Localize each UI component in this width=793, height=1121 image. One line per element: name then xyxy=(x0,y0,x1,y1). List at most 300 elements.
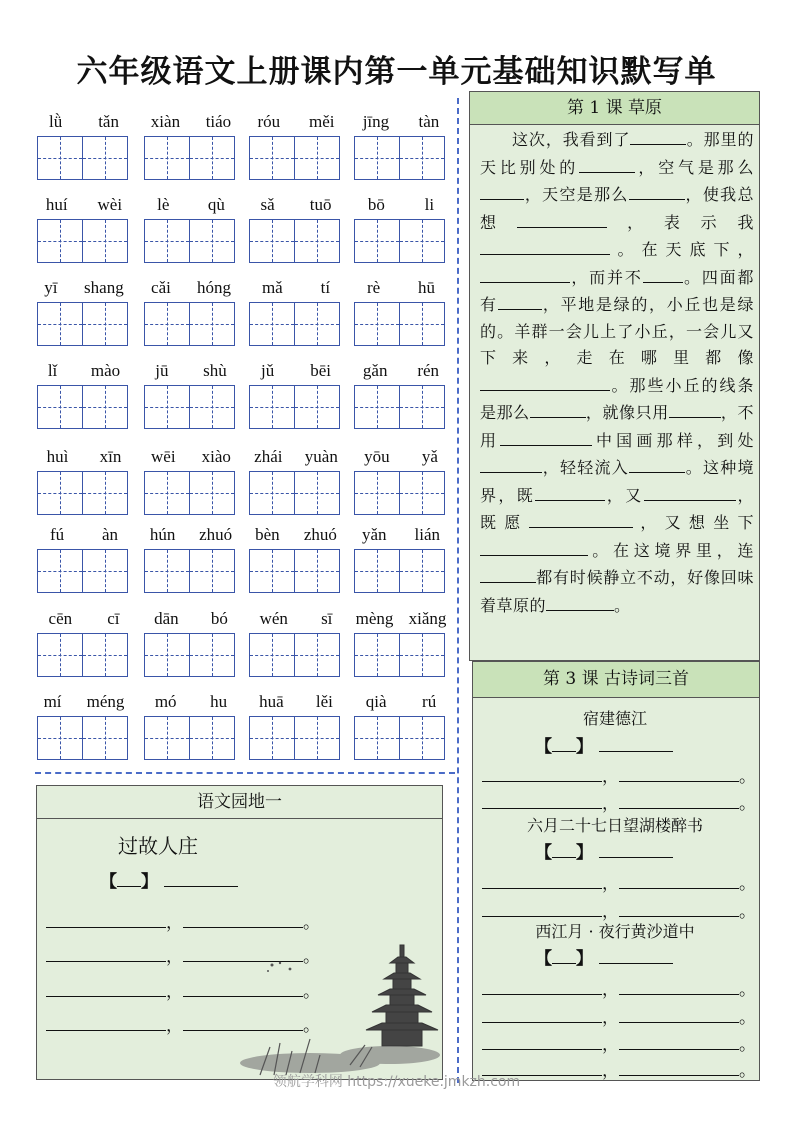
tianzige-cell[interactable] xyxy=(354,385,400,429)
writing-grid[interactable] xyxy=(249,716,341,760)
lesson1-fill-text xyxy=(480,126,754,619)
tianzige-cell[interactable] xyxy=(354,633,400,677)
fill-blank[interactable] xyxy=(500,427,592,446)
writing-grid[interactable] xyxy=(144,219,236,263)
tianzige-cell[interactable] xyxy=(400,549,445,593)
tianzige-cell[interactable] xyxy=(295,549,340,593)
tianzige-cell[interactable] xyxy=(400,219,445,263)
pinyin-item xyxy=(37,525,131,595)
fill-blank[interactable] xyxy=(579,154,635,173)
author-blank[interactable] xyxy=(599,947,673,964)
bracket-open: 【 xyxy=(535,737,552,757)
verse-blank[interactable] xyxy=(482,872,602,889)
tianzige-cell[interactable] xyxy=(400,716,445,760)
pinyin-label xyxy=(138,525,244,547)
fill-blank[interactable] xyxy=(480,454,542,473)
writing-grid[interactable] xyxy=(144,302,236,346)
bracket-open: 【 xyxy=(535,949,552,969)
fill-blank[interactable] xyxy=(643,264,683,283)
pinyin-item xyxy=(144,278,238,348)
pinyin-syllable: zhái xyxy=(254,447,283,466)
pinyin-item xyxy=(37,278,131,348)
tianzige-cell[interactable] xyxy=(83,385,128,429)
bracket-close: 】 xyxy=(576,843,593,863)
poem-line-row xyxy=(482,762,756,787)
pinyin-syllable: bó xyxy=(210,609,228,628)
verse-blank[interactable] xyxy=(183,911,303,928)
writing-grid[interactable] xyxy=(37,471,129,515)
poem-title: 六月二十七日望湖楼醉书 xyxy=(526,816,703,835)
writing-grid[interactable] xyxy=(37,549,129,593)
verse-blank[interactable] xyxy=(482,792,602,809)
lesson1-text-segment: ，不用 xyxy=(480,403,754,450)
comma: ， xyxy=(602,1008,619,1028)
tianzige-cell[interactable] xyxy=(37,219,83,263)
tianzige-cell[interactable] xyxy=(83,471,128,515)
pinyin-syllable: tiáo xyxy=(205,112,232,131)
comma: ， xyxy=(602,980,619,1000)
author-dynasty-line xyxy=(535,732,673,757)
writing-grid[interactable] xyxy=(249,471,341,515)
pinyin-label xyxy=(348,278,454,300)
pinyin-syllable: bō xyxy=(367,195,385,214)
pinyin-syllable: yǎn xyxy=(361,525,387,544)
pinyin-label xyxy=(31,195,137,217)
pinyin-syllable: qià xyxy=(365,692,387,711)
lesson1-text-segment: ，又想坐下 xyxy=(632,513,754,532)
pinyin-item xyxy=(249,447,343,517)
tianzige-cell[interactable] xyxy=(37,471,83,515)
tianzige-cell[interactable] xyxy=(144,219,190,263)
verse-blank[interactable] xyxy=(46,911,166,928)
lesson1-text-segment: 。那里的天比别处的 xyxy=(480,130,754,177)
writing-grid[interactable] xyxy=(354,633,446,677)
writing-grid[interactable] xyxy=(37,219,129,263)
comma: ， xyxy=(602,902,619,922)
period: 。 xyxy=(739,1061,756,1081)
tianzige-cell[interactable] xyxy=(400,471,445,515)
pinyin-syllable: méng xyxy=(86,692,125,711)
author-dynasty-line xyxy=(535,944,673,969)
tianzige-cell[interactable] xyxy=(83,219,128,263)
pinyin-label xyxy=(348,195,454,217)
comma: ， xyxy=(602,794,619,814)
pinyin-label xyxy=(348,692,454,714)
pinyin-syllable: yuàn xyxy=(304,447,338,466)
tianzige-cell[interactable] xyxy=(37,633,83,677)
pinyin-label xyxy=(243,447,349,469)
pinyin-syllable: li xyxy=(424,195,435,214)
writing-grid[interactable] xyxy=(249,549,341,593)
writing-grid[interactable] xyxy=(144,549,236,593)
writing-grid[interactable] xyxy=(354,549,446,593)
fill-blank[interactable] xyxy=(629,454,685,473)
writing-grid[interactable] xyxy=(249,219,341,263)
poem-title: 西江月 · 夜行黄沙道中 xyxy=(535,922,695,941)
verse-blank[interactable] xyxy=(619,792,739,809)
tianzige-cell[interactable] xyxy=(83,136,128,180)
pinyin-syllable: tuō xyxy=(309,195,332,214)
pinyin-item xyxy=(37,447,131,517)
tianzige-cell[interactable] xyxy=(83,302,128,346)
author-dynasty-line xyxy=(100,867,238,892)
verse-blank[interactable] xyxy=(482,900,602,917)
tianzige-cell[interactable] xyxy=(83,633,128,677)
tianzige-cell[interactable] xyxy=(37,136,83,180)
tianzige-cell[interactable] xyxy=(295,302,340,346)
pinyin-label xyxy=(243,692,349,714)
tianzige-cell[interactable] xyxy=(249,716,295,760)
pinyin-syllable: mó xyxy=(154,692,177,711)
pinyin-label xyxy=(31,692,137,714)
pinyin-syllable: xīn xyxy=(99,447,122,466)
pinyin-syllable: zhuó xyxy=(303,525,337,544)
footer-watermark: 领航学科网 https://xueke.jmkzh.com xyxy=(272,1074,521,1090)
lesson1-text-segment: 。 xyxy=(614,595,631,615)
pinyin-syllable: huì xyxy=(46,447,69,466)
tianzige-cell[interactable] xyxy=(295,471,340,515)
pinyin-label xyxy=(138,361,244,383)
comma: ， xyxy=(602,1061,619,1081)
pinyin-syllable: rú xyxy=(422,692,437,711)
tianzige-cell[interactable] xyxy=(354,302,400,346)
fill-blank[interactable] xyxy=(480,564,536,583)
verse-blank[interactable] xyxy=(619,900,739,917)
pinyin-item xyxy=(37,361,131,431)
writing-grid[interactable] xyxy=(354,136,446,180)
pinyin-item xyxy=(354,447,448,517)
writing-grid[interactable] xyxy=(354,302,446,346)
tianzige-cell[interactable] xyxy=(83,716,128,760)
pinyin-syllable: mǎ xyxy=(261,278,283,297)
writing-grid[interactable] xyxy=(249,302,341,346)
verse-blank[interactable] xyxy=(619,1033,739,1050)
pinyin-syllable: hu xyxy=(210,692,228,711)
tianzige-cell[interactable] xyxy=(190,549,235,593)
lesson1-text-segment: 都有时候静立不动，好像回味着草原的 xyxy=(480,568,754,615)
comma: ， xyxy=(602,874,619,894)
tianzige-cell[interactable] xyxy=(190,385,235,429)
writing-grid[interactable] xyxy=(144,633,236,677)
writing-grid[interactable] xyxy=(144,136,236,180)
pinyin-label xyxy=(31,525,137,547)
tianzige-cell[interactable] xyxy=(354,471,400,515)
page-title: 六年级语文上册课内第一单元基础知识默写单 xyxy=(76,54,717,90)
lesson1-text-segment: ，使我总想 xyxy=(480,185,754,232)
pinyin-item xyxy=(354,361,448,431)
fill-blank[interactable] xyxy=(630,126,686,145)
period: 。 xyxy=(739,1035,756,1055)
pinyin-syllable: xiǎng xyxy=(408,609,447,628)
verse-blank[interactable] xyxy=(482,1006,602,1023)
pinyin-syllable: lǜ xyxy=(48,112,63,131)
fill-blank[interactable] xyxy=(535,482,605,501)
dynasty-blank[interactable] xyxy=(552,947,576,964)
tianzige-cell[interactable] xyxy=(400,385,445,429)
pinyin-syllable: shù xyxy=(203,361,227,380)
pinyin-syllable: jū xyxy=(155,361,169,380)
pinyin-label xyxy=(31,278,137,300)
writing-grid[interactable] xyxy=(354,471,446,515)
pinyin-item xyxy=(354,692,448,762)
fill-blank[interactable] xyxy=(480,236,610,255)
pinyin-syllable: dān xyxy=(154,609,179,628)
verse-blank[interactable] xyxy=(482,765,602,782)
verse-blank[interactable] xyxy=(46,945,166,962)
lesson1-text-segment: ，既愿 xyxy=(480,485,754,532)
tianzige-cell[interactable] xyxy=(400,136,445,180)
tianzige-cell[interactable] xyxy=(190,219,235,263)
poem-title: 宿建德江 xyxy=(582,709,647,728)
tianzige-cell[interactable] xyxy=(37,302,83,346)
comma: ， xyxy=(602,1035,619,1055)
vertical-divider xyxy=(457,98,459,1083)
pinyin-syllable: xiào xyxy=(201,447,231,466)
fill-blank[interactable] xyxy=(529,509,633,528)
writing-grid[interactable] xyxy=(144,385,236,429)
pinyin-label xyxy=(31,361,137,383)
pinyin-syllable: cī xyxy=(107,609,120,628)
lesson1-text-segment: 。在这境界里，连 xyxy=(588,540,754,560)
bracket-open: 【 xyxy=(535,843,552,863)
lesson1-text-segment: ，就像只用 xyxy=(585,403,669,422)
verse-blank[interactable] xyxy=(619,872,739,889)
fill-blank[interactable] xyxy=(480,264,570,283)
pinyin-syllable: lián xyxy=(414,525,440,544)
fill-blank[interactable] xyxy=(546,592,614,611)
tianzige-cell[interactable] xyxy=(37,385,83,429)
pinyin-item xyxy=(249,609,343,679)
tianzige-cell[interactable] xyxy=(190,633,235,677)
pinyin-item xyxy=(144,525,238,595)
garden-heading: 语文园地一 xyxy=(37,786,442,819)
tianzige-cell[interactable] xyxy=(144,302,190,346)
pinyin-item xyxy=(144,112,238,182)
tianzige-cell[interactable] xyxy=(400,302,445,346)
verse-blank[interactable] xyxy=(619,765,739,782)
writing-grid[interactable] xyxy=(249,633,341,677)
verse-blank[interactable] xyxy=(46,1014,166,1031)
tianzige-cell[interactable] xyxy=(249,633,295,677)
comma: ， xyxy=(166,947,183,967)
tianzige-cell[interactable] xyxy=(144,633,190,677)
tianzige-cell[interactable] xyxy=(295,219,340,263)
poem-line-row xyxy=(482,1030,756,1055)
pinyin-syllable: fú xyxy=(49,525,65,544)
author-blank[interactable] xyxy=(599,735,673,752)
poem-line-row xyxy=(482,869,756,894)
lesson1-text-segment: 。在天底下， xyxy=(610,240,754,259)
pinyin-syllable: zhuó xyxy=(199,525,233,544)
tianzige-cell[interactable] xyxy=(249,471,295,515)
period: 。 xyxy=(303,947,320,967)
tianzige-cell[interactable] xyxy=(249,136,295,180)
tianzige-cell[interactable] xyxy=(144,471,190,515)
fill-blank[interactable] xyxy=(644,482,736,501)
tianzige-cell[interactable] xyxy=(144,385,190,429)
writing-grid[interactable] xyxy=(37,385,129,429)
pinyin-syllable: měi xyxy=(309,112,335,131)
pinyin-item xyxy=(144,195,238,265)
pinyin-label xyxy=(348,361,454,383)
writing-grid[interactable] xyxy=(37,302,129,346)
pinyin-syllable: àn xyxy=(102,525,119,544)
pinyin-label xyxy=(243,361,349,383)
tianzige-cell[interactable] xyxy=(400,633,445,677)
dynasty-blank[interactable] xyxy=(552,735,576,752)
pinyin-item xyxy=(354,525,448,595)
pinyin-syllable: huā xyxy=(259,692,284,711)
tianzige-cell[interactable] xyxy=(37,549,83,593)
tianzige-cell[interactable] xyxy=(354,219,400,263)
tianzige-cell[interactable] xyxy=(295,633,340,677)
tianzige-cell[interactable] xyxy=(354,716,400,760)
lesson1-text-segment: ，又 xyxy=(605,485,644,505)
pinyin-syllable: mào xyxy=(90,361,121,380)
pinyin-syllable: róu xyxy=(257,112,281,131)
tianzige-cell[interactable] xyxy=(249,549,295,593)
tianzige-cell[interactable] xyxy=(295,136,340,180)
pinyin-item xyxy=(144,361,238,431)
pinyin-label xyxy=(31,112,137,134)
tianzige-cell[interactable] xyxy=(354,136,400,180)
lesson3-heading: 第 3 课 古诗词三首 xyxy=(473,662,759,698)
comma: ， xyxy=(166,982,183,1002)
fill-blank[interactable] xyxy=(480,372,610,391)
tianzige-cell[interactable] xyxy=(190,136,235,180)
lesson1-text-segment: 。那些小丘的线条是那么 xyxy=(480,375,754,422)
lesson1-text-segment: 。这种境界，既 xyxy=(480,458,754,505)
pinyin-label xyxy=(138,112,244,134)
pinyin-item xyxy=(354,195,448,265)
writing-grid[interactable] xyxy=(37,136,129,180)
tianzige-cell[interactable] xyxy=(249,302,295,346)
tianzige-cell[interactable] xyxy=(144,136,190,180)
writing-grid[interactable] xyxy=(249,385,341,429)
writing-grid[interactable] xyxy=(354,716,446,760)
period: 。 xyxy=(303,1016,320,1036)
fill-blank[interactable] xyxy=(480,537,588,556)
pinyin-item xyxy=(249,195,343,265)
tianzige-cell[interactable] xyxy=(190,302,235,346)
pinyin-syllable: yōu xyxy=(364,447,390,466)
comma: ， xyxy=(166,1016,183,1036)
pinyin-syllable: lè xyxy=(157,195,170,214)
fill-blank[interactable] xyxy=(629,181,685,200)
pinyin-syllable: rén xyxy=(417,361,440,380)
verse-blank[interactable] xyxy=(482,1033,602,1050)
fill-blank[interactable] xyxy=(517,209,607,228)
writing-grid[interactable] xyxy=(37,633,129,677)
pinyin-item xyxy=(249,112,343,182)
writing-grid[interactable] xyxy=(354,385,446,429)
pinyin-syllable: mèng xyxy=(355,609,394,628)
pinyin-label xyxy=(138,609,244,631)
tianzige-cell[interactable] xyxy=(144,716,190,760)
pinyin-syllable: rè xyxy=(366,278,381,297)
poem-line-row xyxy=(482,975,756,1000)
writing-grid[interactable] xyxy=(144,716,236,760)
period: 。 xyxy=(739,767,756,787)
writing-grid[interactable] xyxy=(37,716,129,760)
writing-grid[interactable] xyxy=(354,219,446,263)
verse-blank[interactable] xyxy=(619,1006,739,1023)
pinyin-syllable: yǎ xyxy=(421,447,438,466)
dynasty-blank[interactable] xyxy=(552,841,576,858)
pinyin-syllable: bēi xyxy=(310,361,331,380)
pinyin-item xyxy=(37,692,131,762)
period: 。 xyxy=(303,913,320,933)
tianzige-cell[interactable] xyxy=(190,716,235,760)
period: 。 xyxy=(739,980,756,1000)
pinyin-item xyxy=(144,692,238,762)
poem-line-row xyxy=(482,1003,756,1028)
pinyin-syllable: tàn xyxy=(418,112,440,131)
comma: ， xyxy=(602,767,619,787)
pinyin-syllable: sī xyxy=(321,609,333,628)
fill-blank[interactable] xyxy=(669,399,721,418)
writing-grid[interactable] xyxy=(144,471,236,515)
verse-blank[interactable] xyxy=(619,978,739,995)
pinyin-syllable: jǔ xyxy=(260,361,275,380)
tianzige-cell[interactable] xyxy=(83,549,128,593)
tianzige-cell[interactable] xyxy=(295,716,340,760)
lesson1-heading: 第 1 课 草原 xyxy=(470,92,759,125)
writing-grid[interactable] xyxy=(249,136,341,180)
fill-blank[interactable] xyxy=(480,181,524,200)
bracket-close: 】 xyxy=(576,949,593,969)
pinyin-syllable: bèn xyxy=(255,525,280,544)
author-blank[interactable] xyxy=(599,841,673,858)
author-blank[interactable] xyxy=(164,870,238,887)
bracket-close: 】 xyxy=(576,737,593,757)
pinyin-syllable: gǎn xyxy=(362,361,388,380)
pinyin-item xyxy=(249,525,343,595)
tianzige-cell[interactable] xyxy=(190,471,235,515)
pinyin-label xyxy=(348,525,454,547)
tianzige-cell[interactable] xyxy=(295,385,340,429)
tianzige-cell[interactable] xyxy=(354,549,400,593)
tianzige-cell[interactable] xyxy=(249,219,295,263)
verse-blank[interactable] xyxy=(46,980,166,997)
pinyin-label xyxy=(243,112,349,134)
fill-blank[interactable] xyxy=(530,399,586,418)
pinyin-label xyxy=(138,447,244,469)
pinyin-item xyxy=(354,609,448,679)
lesson1-text-segment: 。四面都有 xyxy=(480,267,754,314)
poem-line-row xyxy=(46,908,320,933)
pagoda-illustration xyxy=(240,935,445,1085)
period: 。 xyxy=(303,982,320,1002)
pinyin-syllable: cēn xyxy=(48,609,73,628)
tianzige-cell[interactable] xyxy=(37,716,83,760)
fill-blank[interactable] xyxy=(498,291,542,310)
pinyin-syllable: lěi xyxy=(315,692,333,711)
pinyin-label xyxy=(31,447,137,469)
tianzige-cell[interactable] xyxy=(249,385,295,429)
pinyin-label xyxy=(243,195,349,217)
pinyin-label xyxy=(348,447,454,469)
pinyin-syllable: hóng xyxy=(196,278,231,297)
verse-blank[interactable] xyxy=(482,978,602,995)
tianzige-cell[interactable] xyxy=(144,549,190,593)
pinyin-item xyxy=(37,112,131,182)
lesson1-text-segment: ，空气是那么 xyxy=(635,157,754,177)
pinyin-label xyxy=(348,609,454,631)
pinyin-label xyxy=(138,278,244,300)
lesson1-text-segment: ，而并不 xyxy=(570,267,643,287)
dynasty-blank[interactable] xyxy=(117,870,141,887)
